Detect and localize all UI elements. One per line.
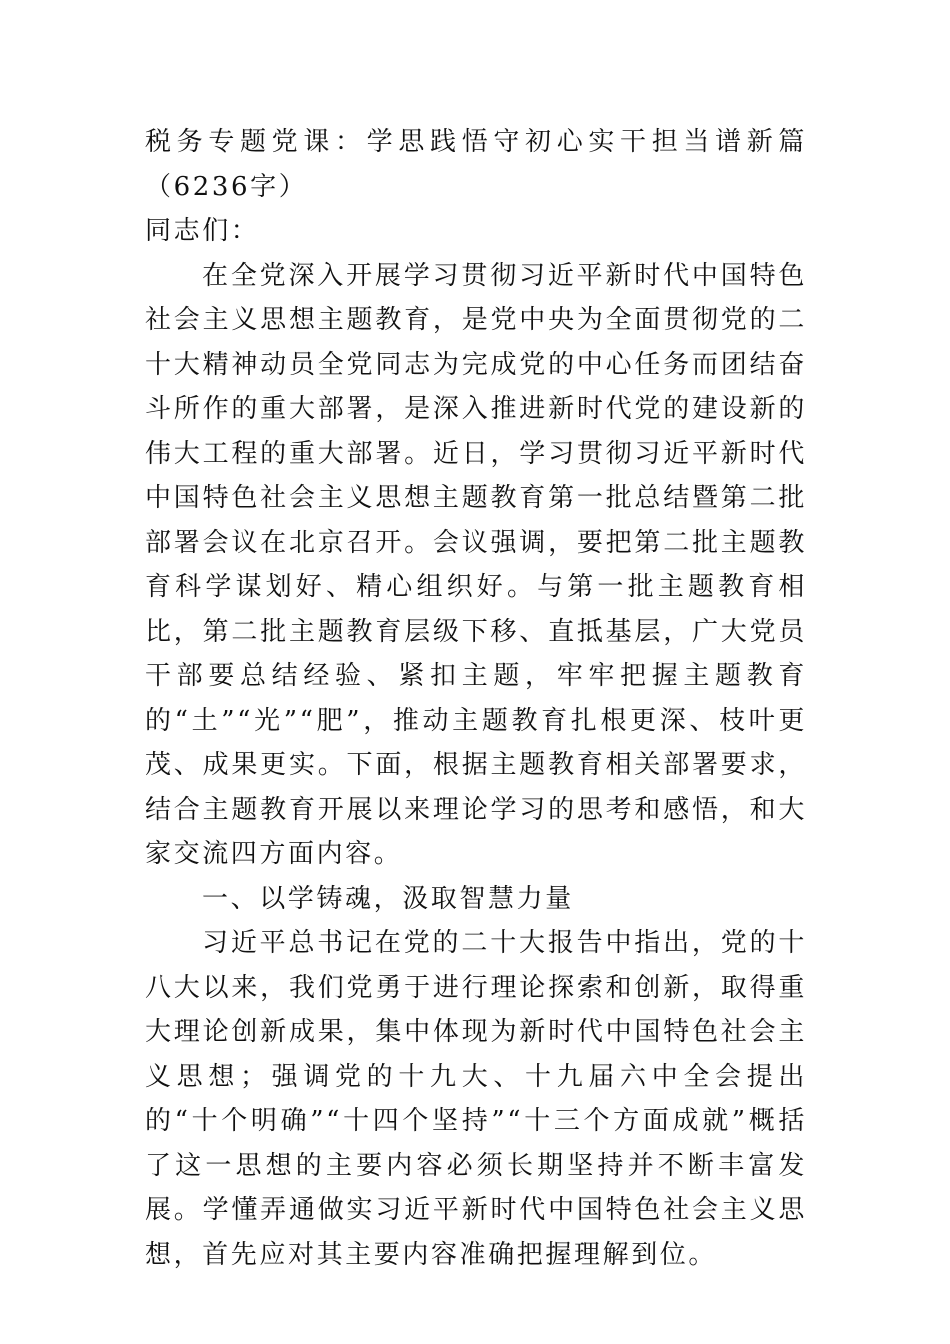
intro-paragraph: 在全党深入开展学习贯彻习近平新时代中国特色社会主义思想主题教育，是党中央为全面贯彻党的二十大精神动员全党同志为完成党的中心任务而团结奋斗所作的重大部署，是深入推进新时代党的建设新的伟大工程的重大部署。近日，学习贯彻习近平新时代中国特色社会主义思想主题教育第一批总结暨第二批部署会议在北京召开。会议强调，要把第二批主题教育科学谋划好、精心组织好。与第一批主题教育相比，第二批主题教育层级下移、直抵基层，广大党员干部要总结经验、紧扣主题，牢牢把握主题教育的“土”“光”“肥”，推动主题教育扎根更深、枝叶更茂、成果更实。下面，根据主题教育相关部署要求，结合主题教育开展以来理论学习的思考和感悟，和大家交流四方面内容。 <box>145 260 807 869</box>
document-title: 税务专题党课：学思践悟守初心实干担当谱新篇（6236字） <box>145 127 807 202</box>
section-heading: 一、以学铸魂，汲取智慧力量 <box>202 883 574 914</box>
section-paragraph: 习近平总书记在党的二十大报告中指出，党的十八大以来，我们党勇于进行理论探索和创新，取得重大理论创新成果，集中体现为新时代中国特色社会主义思想；强调党的十九大、十九届六中全会提出的“十个明确”“十四个坚持”“十三个方面成就”概括了这一思想的主要内容必须长期坚持并不断丰富发展。学懂弄通做实习近平新时代中国特色社会主义思想，首先应对其主要内容准确把握理解到位。 <box>145 928 807 1270</box>
salutation: 同志们： <box>145 216 260 246</box>
document-body <box>145 120 807 1277</box>
